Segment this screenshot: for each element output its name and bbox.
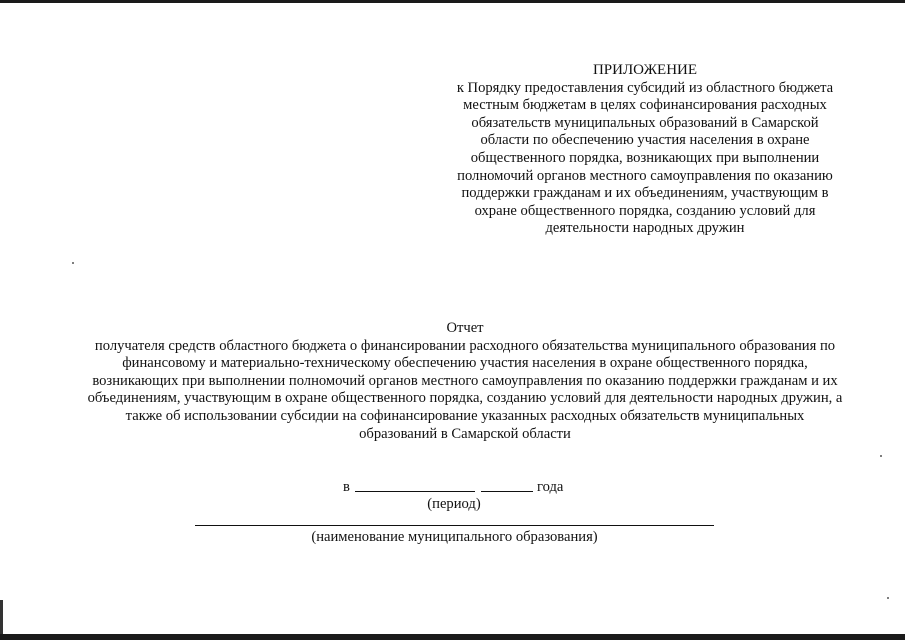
appendix-line: обязательств муниципальных образований в Самарской (471, 114, 819, 131)
scan-speck (880, 455, 882, 457)
report-line: возникающих при выполнении полномочий органов местного самоуправления по оказанию поддержки гражданам и их (92, 372, 838, 389)
period-prefix: в (343, 479, 350, 495)
period-suffix: года (537, 479, 564, 495)
municipality-caption: (наименование муниципального образования) (311, 529, 598, 545)
scan-speck (72, 262, 74, 264)
period-blank-line (481, 491, 533, 492)
period-blank-line (355, 491, 475, 492)
report-line: также об использовании субсидии на софинансирование указанных расходных обязательств муниципальных (125, 407, 805, 424)
appendix-line: охране общественного порядка, созданию условий для (474, 202, 816, 219)
appendix-line: общественного порядка, возникающих при выполнении (470, 149, 820, 166)
appendix-line: полномочий органов местного самоуправления по оказанию (457, 167, 833, 184)
appendix-line: поддержки гражданам и их объединениям, участвующим в (461, 185, 829, 202)
appendix-line: области по обеспечению участия населения в охране (480, 132, 810, 149)
appendix-block (440, 62, 850, 238)
scan-edge-left (0, 600, 3, 634)
appendix-line: местным бюджетам в целях софинансирования расходных (463, 97, 827, 114)
scan-edge-bottom (0, 634, 905, 640)
report-block (40, 320, 890, 443)
scan-edge-top (0, 0, 905, 3)
report-line: финансовому и материально-техническому обеспечению участия населения в охране общественного порядка, (122, 355, 808, 372)
report-line: объединениям, участвующим в охране общественного порядка, созданию условий для деятельности народных дружин, а (87, 390, 843, 407)
period-caption: (период) (427, 496, 481, 512)
appendix-line: деятельности народных дружин (545, 220, 745, 237)
appendix-line: к Порядку предоставления субсидий из областного бюджета (456, 79, 834, 96)
period-field (343, 478, 583, 496)
municipality-blank-line (195, 525, 714, 526)
report-line: образований в Самарской области (359, 425, 571, 442)
report-title: Отчет (446, 320, 484, 336)
report-line: получателя средств областного бюджета о финансировании расходного обязательства муниципального образования по (94, 337, 836, 354)
scan-speck (887, 597, 889, 599)
appendix-title: ПРИЛОЖЕНИЕ (592, 62, 698, 78)
